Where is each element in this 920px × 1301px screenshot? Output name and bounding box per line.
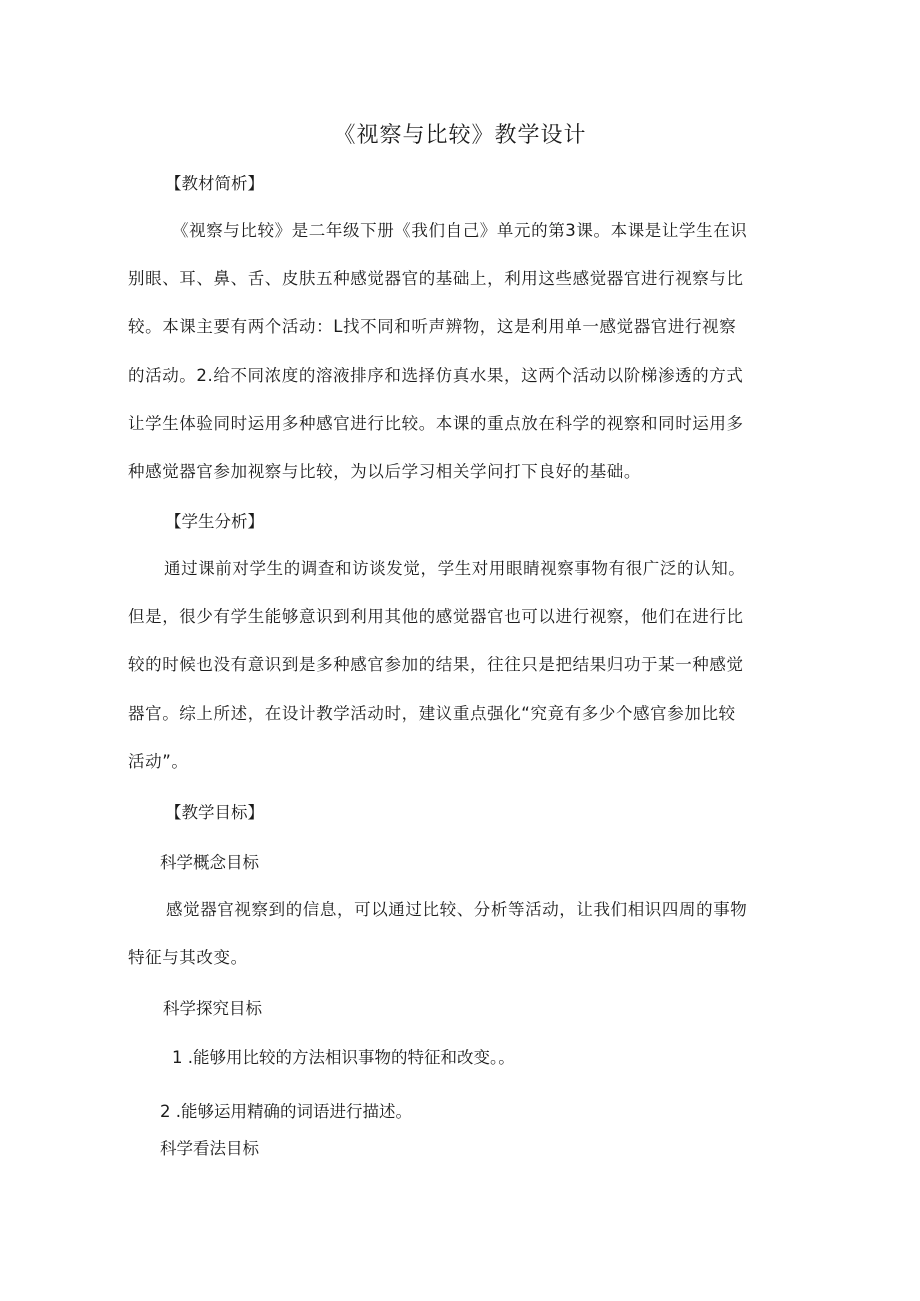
paragraph-line: 《视察与比较》是二年级下册《我们自己》单元的第3课。本课是让学生在识 xyxy=(172,221,748,240)
document-title: 《视察与比较》教学设计 xyxy=(333,123,587,148)
teaching-goals-heading: 【教学目标】 xyxy=(165,803,264,822)
inquiry-goal-title: 科学探究目标 xyxy=(163,999,262,1018)
paragraph-line: 器官。综上所述，在设计教学活动时，建议重点强化“究竟有多少个感官参加比较 xyxy=(128,703,736,723)
paragraph-line: 让学生体验同时运用多种感官进行比较。本课的重点放在科学的视察和同时运用多 xyxy=(128,413,744,433)
concept-goal-paragraph xyxy=(128,886,800,982)
textbook-analysis-heading: 【教材简析】 xyxy=(165,174,264,193)
textbook-analysis-paragraph xyxy=(128,207,800,496)
concept-goal-title: 科学概念目标 xyxy=(160,853,259,872)
paragraph-line: 别眼、耳、鼻、舌、皮肤五种感觉器官的基础上，利用这些感觉器官进行视察与比 xyxy=(128,269,744,289)
paragraph-line: 种感觉器官参加视察与比较，为以后学习相关学问打下良好的基础。 xyxy=(128,462,641,482)
inquiry-goal-item: 1 .能够用比较的方法相识事物的特征和改变。。 xyxy=(172,1048,515,1067)
inquiry-goal-item: 2 .能够运用精确的词语进行描述。 xyxy=(160,1102,412,1121)
paragraph-line: 通过课前对学生的调查和访谈发觉，学生对用眼睛视察事物有很广泛的认知。 xyxy=(164,559,746,578)
attitude-goal-title: 科学看法目标 xyxy=(160,1139,259,1158)
paragraph-line: 但是，很少有学生能够意识到利用其他的感觉器官也可以进行视察，他们在进行比 xyxy=(128,607,744,627)
paragraph-line: 特征与其改变。 xyxy=(128,948,248,968)
paragraph-line: 感觉器官视察到的信息，可以通过比较、分析等活动，让我们相识四周的事物 xyxy=(166,900,748,919)
student-analysis-paragraph xyxy=(128,545,800,786)
paragraph-line: 较。本课主要有两个活动：L找不同和听声辨物，这是利用单一感觉器官进行视察 xyxy=(128,317,737,337)
paragraph-line: 的活动。2.给不同浓度的溶液排序和选择仿真水果，这两个活动以阶梯渗透的方式 xyxy=(128,365,744,385)
paragraph-line: 活动”。 xyxy=(128,751,189,771)
paragraph-line: 较的时候也没有意识到是多种感官参加的结果，往往只是把结果归功于某一种感觉 xyxy=(128,655,744,675)
student-analysis-heading: 【学生分析】 xyxy=(165,512,264,531)
